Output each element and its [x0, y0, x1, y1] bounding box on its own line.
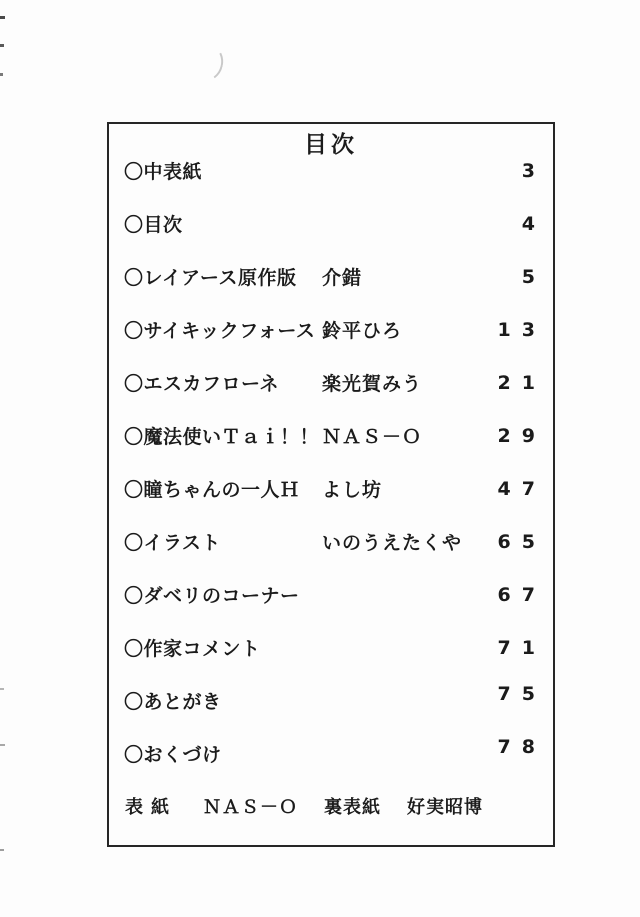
toc-row	[109, 197, 553, 250]
toc-row	[109, 144, 553, 197]
scan-artifact-dash	[0, 44, 4, 47]
toc-row	[109, 515, 553, 568]
toc-entry-page: 75	[497, 682, 546, 705]
toc-row	[109, 727, 553, 780]
toc-row	[109, 409, 553, 462]
toc-entry-page: 13	[497, 318, 546, 341]
toc-entry-page: 65	[497, 530, 546, 553]
toc-entry-page: 4	[521, 212, 546, 235]
toc-entries	[109, 144, 553, 780]
toc-entry-title: 〇目次	[124, 214, 183, 236]
toc-entry-title: 〇エスカフローネ	[124, 373, 280, 395]
scan-artifact-dash	[0, 849, 4, 851]
toc-entry-author: 鈴平ひろ	[322, 320, 403, 342]
back-cover-artist: 好実昭博	[407, 797, 483, 818]
toc-entry-title: 〇魔法使いＴａｉ！！	[124, 426, 320, 448]
toc-entry-title: 〇あとがき	[124, 691, 222, 713]
front-cover-artist: ＮＡＳ－Ｏ	[203, 797, 298, 818]
toc-entry-page: 71	[497, 636, 546, 659]
toc-entry-page: 5	[521, 265, 546, 288]
cover-credits	[109, 793, 553, 819]
toc-row	[109, 674, 553, 727]
toc-row	[109, 621, 553, 674]
page-title: 目次	[304, 132, 358, 158]
toc-entry-page: 47	[497, 477, 546, 500]
front-cover-label: 表紙	[125, 797, 177, 818]
toc-row	[109, 303, 553, 356]
toc-entry-author: 楽光賀みう	[322, 373, 423, 395]
toc-entry-title: 〇瞳ちゃんの一人Ｈ	[124, 479, 300, 501]
toc-box	[107, 122, 555, 847]
toc-entry-page: 3	[521, 159, 546, 182]
toc-entry-page: 29	[497, 424, 546, 447]
scan-artifact-curve	[189, 42, 227, 84]
toc-entry-title: 〇中表紙	[124, 161, 203, 183]
toc-entry-author: ＮＡＳ－Ｏ	[322, 426, 423, 448]
scan-artifact-dash	[0, 744, 5, 746]
toc-entry-author: いのうえたくや	[322, 532, 463, 554]
toc-entry-page: 21	[497, 371, 546, 394]
toc-entry-title: 〇レイアース原作版	[124, 267, 297, 289]
toc-entry-title: 〇サイキックフォース	[124, 320, 316, 342]
toc-row	[109, 250, 553, 303]
toc-entry-title: 〇イラスト	[124, 532, 221, 554]
toc-entry-title: 〇ダベリのコーナー	[124, 585, 300, 607]
toc-entry-author: 介錯	[322, 267, 363, 289]
toc-entry-title: 〇おくづけ	[124, 744, 222, 766]
toc-entry-page: 78	[497, 735, 546, 758]
toc-row	[109, 356, 553, 409]
toc-entry-author: よし坊	[322, 479, 383, 501]
toc-row	[109, 568, 553, 621]
back-cover-label: 裏表紙	[324, 797, 381, 818]
toc-entry-page: 67	[497, 583, 546, 606]
scan-artifact-dash	[0, 688, 4, 690]
scan-artifact-dash	[0, 73, 3, 76]
scan-artifact-dash	[0, 16, 5, 19]
toc-entry-title: 〇作家コメント	[124, 638, 261, 660]
toc-row	[109, 462, 553, 515]
